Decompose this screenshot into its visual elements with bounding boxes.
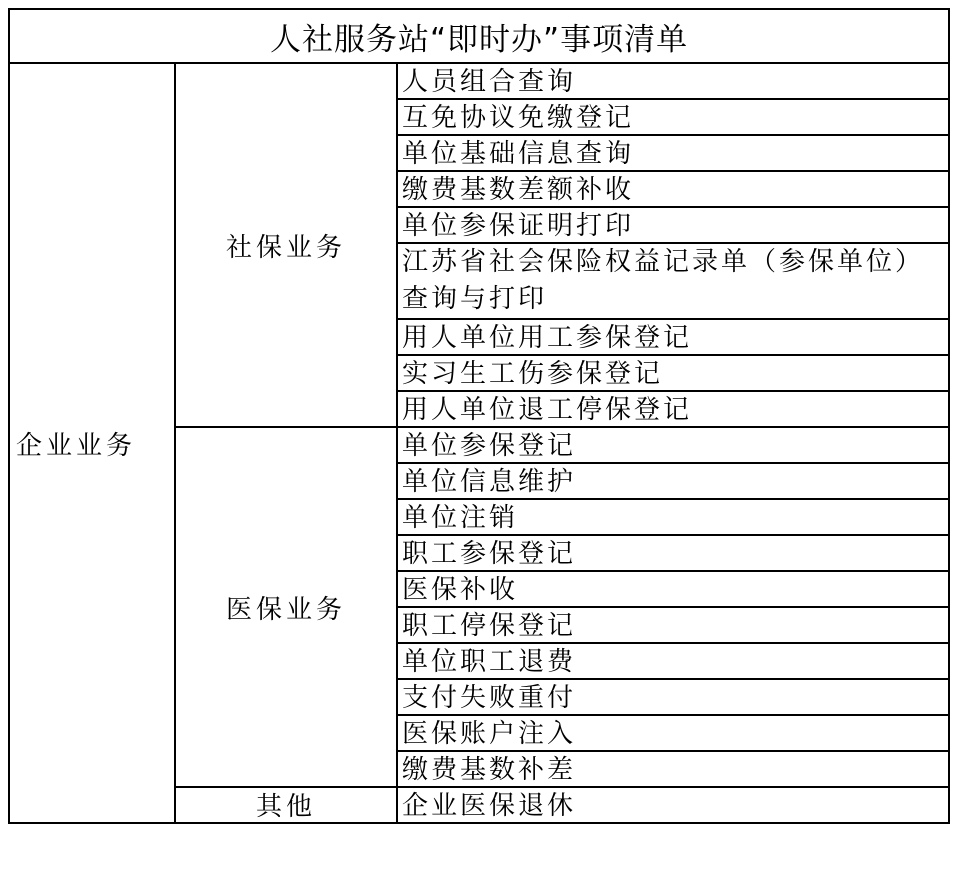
title-row — [9, 9, 949, 63]
group-label-medical-insurance: 医保业务 — [175, 427, 397, 787]
item-cell: 人员组合查询 — [397, 63, 949, 99]
item-cell: 用人单位退工停保登记 — [397, 391, 949, 427]
item-cell: 职工参保登记 — [397, 535, 949, 571]
item-cell: 互免协议免缴登记 — [397, 99, 949, 135]
item-cell: 单位参保登记 — [397, 427, 949, 463]
service-list-table — [8, 8, 950, 824]
item-cell: 单位信息维护 — [397, 463, 949, 499]
item-cell: 医保账户注入 — [397, 715, 949, 751]
item-cell: 医保补收 — [397, 571, 949, 607]
item-cell: 职工停保登记 — [397, 607, 949, 643]
item-cell: 单位职工退费 — [397, 643, 949, 679]
item-cell: 缴费基数差额补收 — [397, 171, 949, 207]
item-cell: 用人单位用工参保登记 — [397, 319, 949, 355]
table-title: 人社服务站“即时办”事项清单 — [9, 9, 949, 63]
item-cell: 企业医保退休 — [397, 787, 949, 823]
item-cell: 实习生工伤参保登记 — [397, 355, 949, 391]
category-cell: 企业业务 — [9, 63, 175, 823]
item-cell: 支付失败重付 — [397, 679, 949, 715]
item-cell: 单位注销 — [397, 499, 949, 535]
group-label-other: 其他 — [175, 787, 397, 823]
item-cell: 江苏省社会保险权益记录单（参保单位）查询与打印 — [397, 243, 949, 319]
table-row — [9, 63, 949, 99]
item-cell: 单位基础信息查询 — [397, 135, 949, 171]
table-body — [9, 9, 949, 823]
group-label-social-insurance: 社保业务 — [175, 63, 397, 427]
item-cell: 单位参保证明打印 — [397, 207, 949, 243]
item-cell: 缴费基数补差 — [397, 751, 949, 787]
